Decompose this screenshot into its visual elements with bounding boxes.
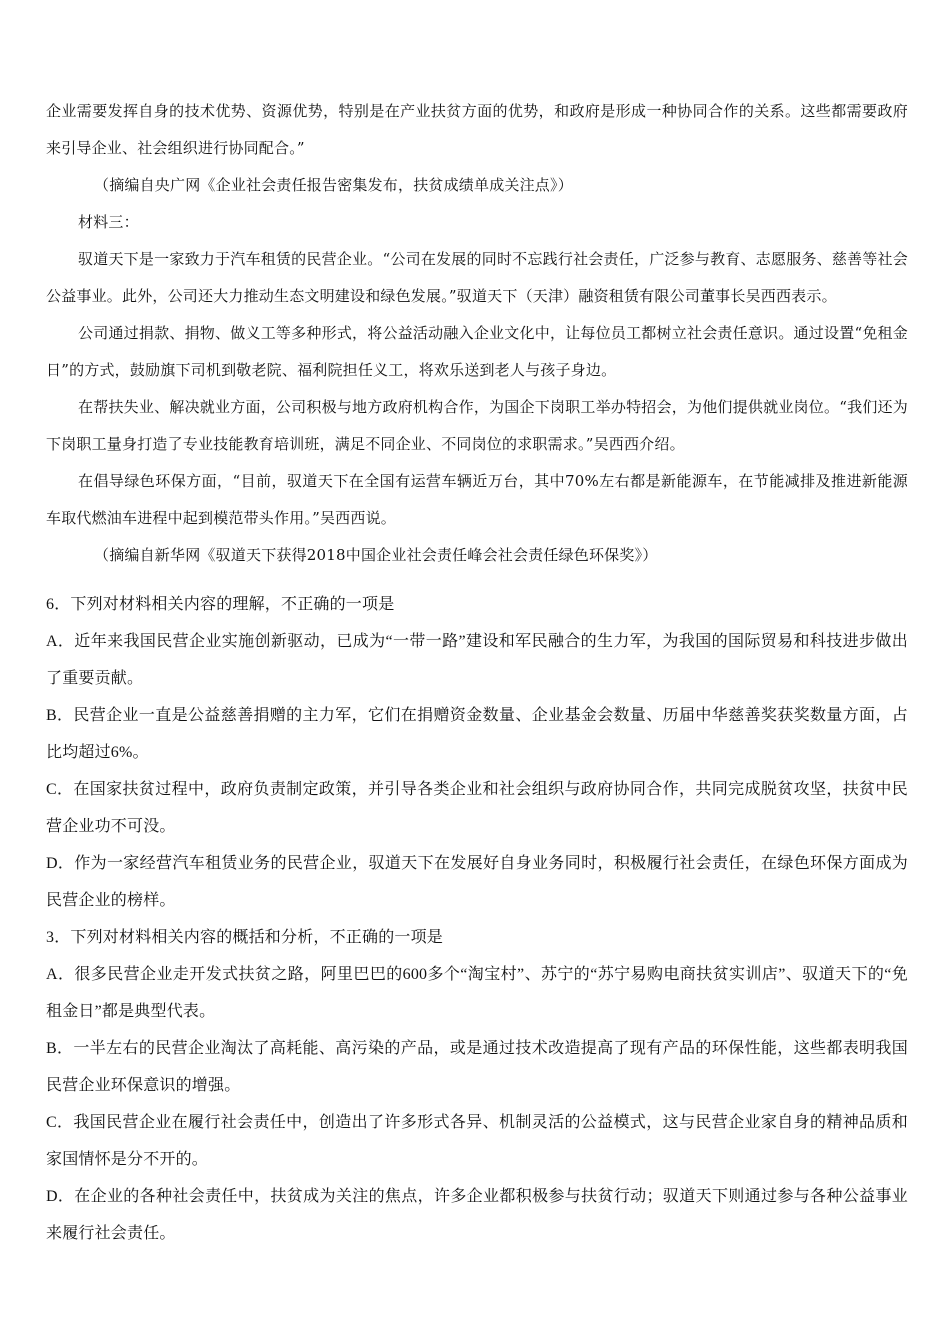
question-option-d: D．在企业的各种社会责任中，扶贫成为关注的焦点，许多企业都积极参与扶贫行动；驭道天下则通过参与各种公益事业来履行社会责任。 [46, 1188, 908, 1242]
question-option-a: A．近年来我国民营企业实施创新驱动，已成为“一带一路”建设和军民融合的生力军，为我国的国际贸易和科技进步做出了重要贡献。 [46, 633, 908, 687]
question-option-d: D．作为一家经营汽车租赁业务的民营企业，驭道天下在发展好自身业务同时，积极履行社会责任，在绿色环保方面成为民营企业的榜样。 [46, 855, 908, 909]
question-option-b: B．民营企业一直是公益慈善捐赠的主力军，它们在捐赠资金数量、企业基金会数量、历届中华慈善奖获奖数量方面，占比均超过6%。 [46, 707, 908, 761]
question-option-c: C．我国民营企业在履行社会责任中，创造出了许多形式各异、机制灵活的公益模式，这与民营企业家自身的精神品质和家国情怀是分不开的。 [46, 1114, 908, 1168]
material-three-paragraph: 在倡导绿色环保方面，“目前，驭道天下在全国有运营车辆近万台，其中70%左右都是新能源车，在节能减排及推进新能源车取代燃油车进程中起到模范带头作用。”吴西西说。 [46, 472, 908, 527]
question-option-a: A．很多民营企业走开发式扶贫之路，阿里巴巴的600多个“淘宝村”、苏宁的“苏宁易购电商扶贫实训店”、驭道天下的“免租金日”都是典型代表。 [46, 966, 908, 1020]
material-three-paragraph: 在帮扶失业、解决就业方面，公司积极与地方政府机构合作，为国企下岗职工举办特招会，为他们提供就业岗位。“我们还为下岗职工量身打造了专业技能教育培训班，满足不同企业、不同岗位的求职需求。”吴西西介绍。 [46, 398, 908, 453]
question-option-b: B．一半左右的民营企业淘汰了高耗能、高污染的产品，或是通过技术改造提高了现有产品的环保性能，这些都表明我国民营企业环保意识的增强。 [46, 1040, 908, 1094]
material-three-paragraph: 驭道天下是一家致力于汽车租赁的民营企业。“公司在发展的同时不忘践行社会责任，广泛参与教育、志愿服务、慈善等社会公益事业。此外，公司还大力推动生态文明建设和绿色发展。”驭道天下（天津）融资租赁有限公司董事长吴西西表示。 [46, 250, 908, 305]
material-three-source: （摘编自新华网《驭道天下获得2018中国企业社会责任峰会社会责任绿色环保奖》） [94, 546, 658, 564]
question-stem: 3．下列对材料相关内容的概括和分析，不正确的一项是 [46, 929, 444, 946]
material-three-heading: 材料三： [78, 213, 139, 231]
reading-material [46, 93, 908, 574]
question-option-c: C．在国家扶贫过程中，政府负责制定政策，并引导各类企业和社会组织与政府协同合作，共同完成脱贫攻坚，扶贫中民营企业功不可没。 [46, 781, 908, 835]
question-stem: 6．下列对材料相关内容的理解，不正确的一项是 [46, 596, 395, 613]
material-two-quote: 企业需要发挥自身的技术优势、资源优势，特别是在产业扶贫方面的优势，和政府是形成一种协同合作的关系。这些都需要政府来引导企业、社会组织进行协同配合。” [46, 102, 908, 157]
material-three-paragraph: 公司通过捐款、捐物、做义工等多种形式，将公益活动融入企业文化中，让每位员工都树立社会责任意识。通过设置“免租金日”的方式，鼓励旗下司机到敬老院、福利院担任义工，将欢乐送到老人与孩子身边。 [46, 324, 908, 379]
question-section [46, 586, 908, 1252]
material-two-source: （摘编自央广网《企业社会责任报告密集发布，扶贫成绩单成关注点》） [94, 176, 573, 194]
